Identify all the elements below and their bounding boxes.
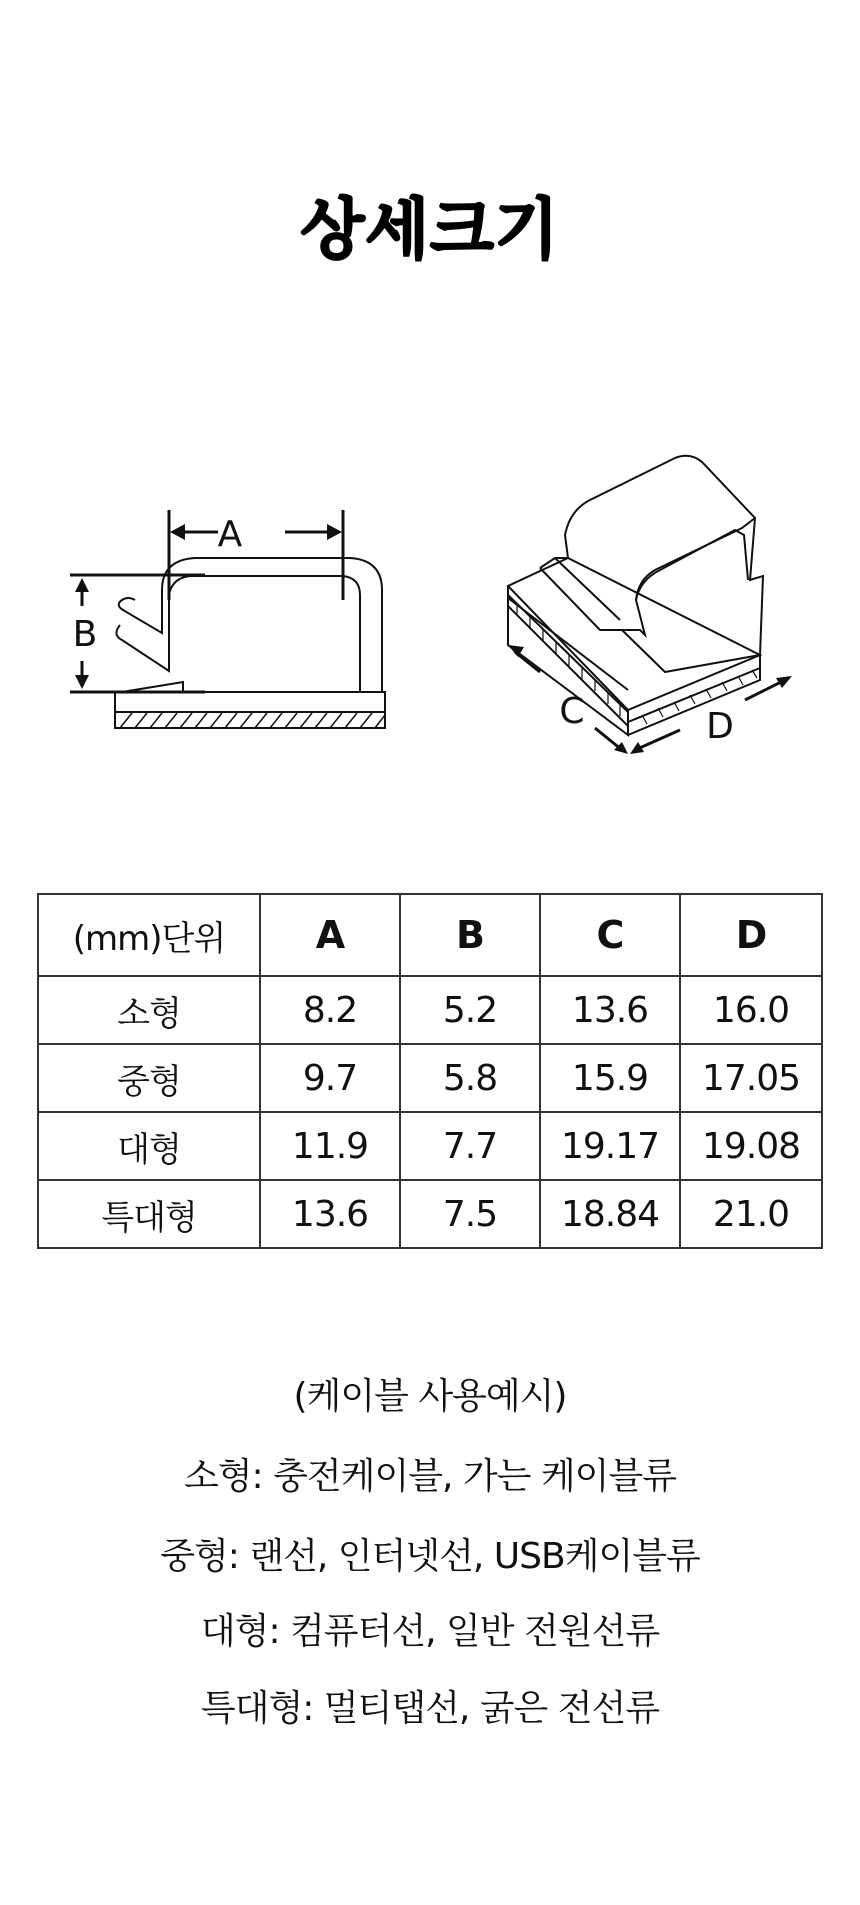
cell-value: 13.6 — [260, 1180, 400, 1248]
row-label: 특대형 — [38, 1180, 260, 1248]
usage-line-medium: 중형: 랜선, 인터넷선, USB케이블류 — [160, 1536, 700, 1577]
isometric-view-diagram — [480, 440, 810, 760]
cell-value: 11.9 — [260, 1112, 400, 1180]
cell-value: 8.2 — [260, 976, 400, 1044]
cell-value: 13.6 — [540, 976, 680, 1044]
dim-label-c: C — [559, 691, 585, 732]
column-header-b: B — [400, 894, 540, 976]
cell-value: 9.7 — [260, 1044, 400, 1112]
cell-value: 18.84 — [540, 1180, 680, 1248]
cell-value: 5.2 — [400, 976, 540, 1044]
row-label: 중형 — [38, 1044, 260, 1112]
cell-value: 7.7 — [400, 1112, 540, 1180]
column-header-c: C — [540, 894, 680, 976]
cell-value: 19.17 — [540, 1112, 680, 1180]
page-title: 상세크기 — [300, 191, 560, 268]
table-row — [38, 976, 822, 1044]
cell-value: 21.0 — [680, 1180, 822, 1248]
cell-value: 5.8 — [400, 1044, 540, 1112]
dim-label-d: D — [706, 706, 734, 747]
cell-value: 15.9 — [540, 1044, 680, 1112]
usage-line-large: 대형: 컴퓨터선, 일반 전원선류 — [200, 1611, 660, 1652]
cell-value: 19.08 — [680, 1112, 822, 1180]
usage-heading: (케이블 사용예시) — [293, 1376, 567, 1417]
table-header-row — [38, 894, 822, 976]
usage-line-xlarge: 특대형: 멀티탭선, 굵은 전선류 — [200, 1688, 660, 1729]
column-header-d: D — [680, 894, 822, 976]
dim-label-a: A — [217, 514, 243, 555]
table-row — [38, 1180, 822, 1248]
row-label: 소형 — [38, 976, 260, 1044]
usage-line-small: 소형: 충전케이블, 가는 케이블류 — [184, 1456, 676, 1497]
cell-value: 17.05 — [680, 1044, 822, 1112]
size-table — [37, 893, 823, 1249]
table-row — [38, 1112, 822, 1180]
row-label: 대형 — [38, 1112, 260, 1180]
dim-label-b: B — [72, 614, 98, 655]
table-row — [38, 1044, 822, 1112]
unit-header: (mm)단위 — [38, 894, 260, 976]
cell-value: 16.0 — [680, 976, 822, 1044]
side-view-diagram — [60, 470, 420, 730]
cell-value: 7.5 — [400, 1180, 540, 1248]
column-header-a: A — [260, 894, 400, 976]
